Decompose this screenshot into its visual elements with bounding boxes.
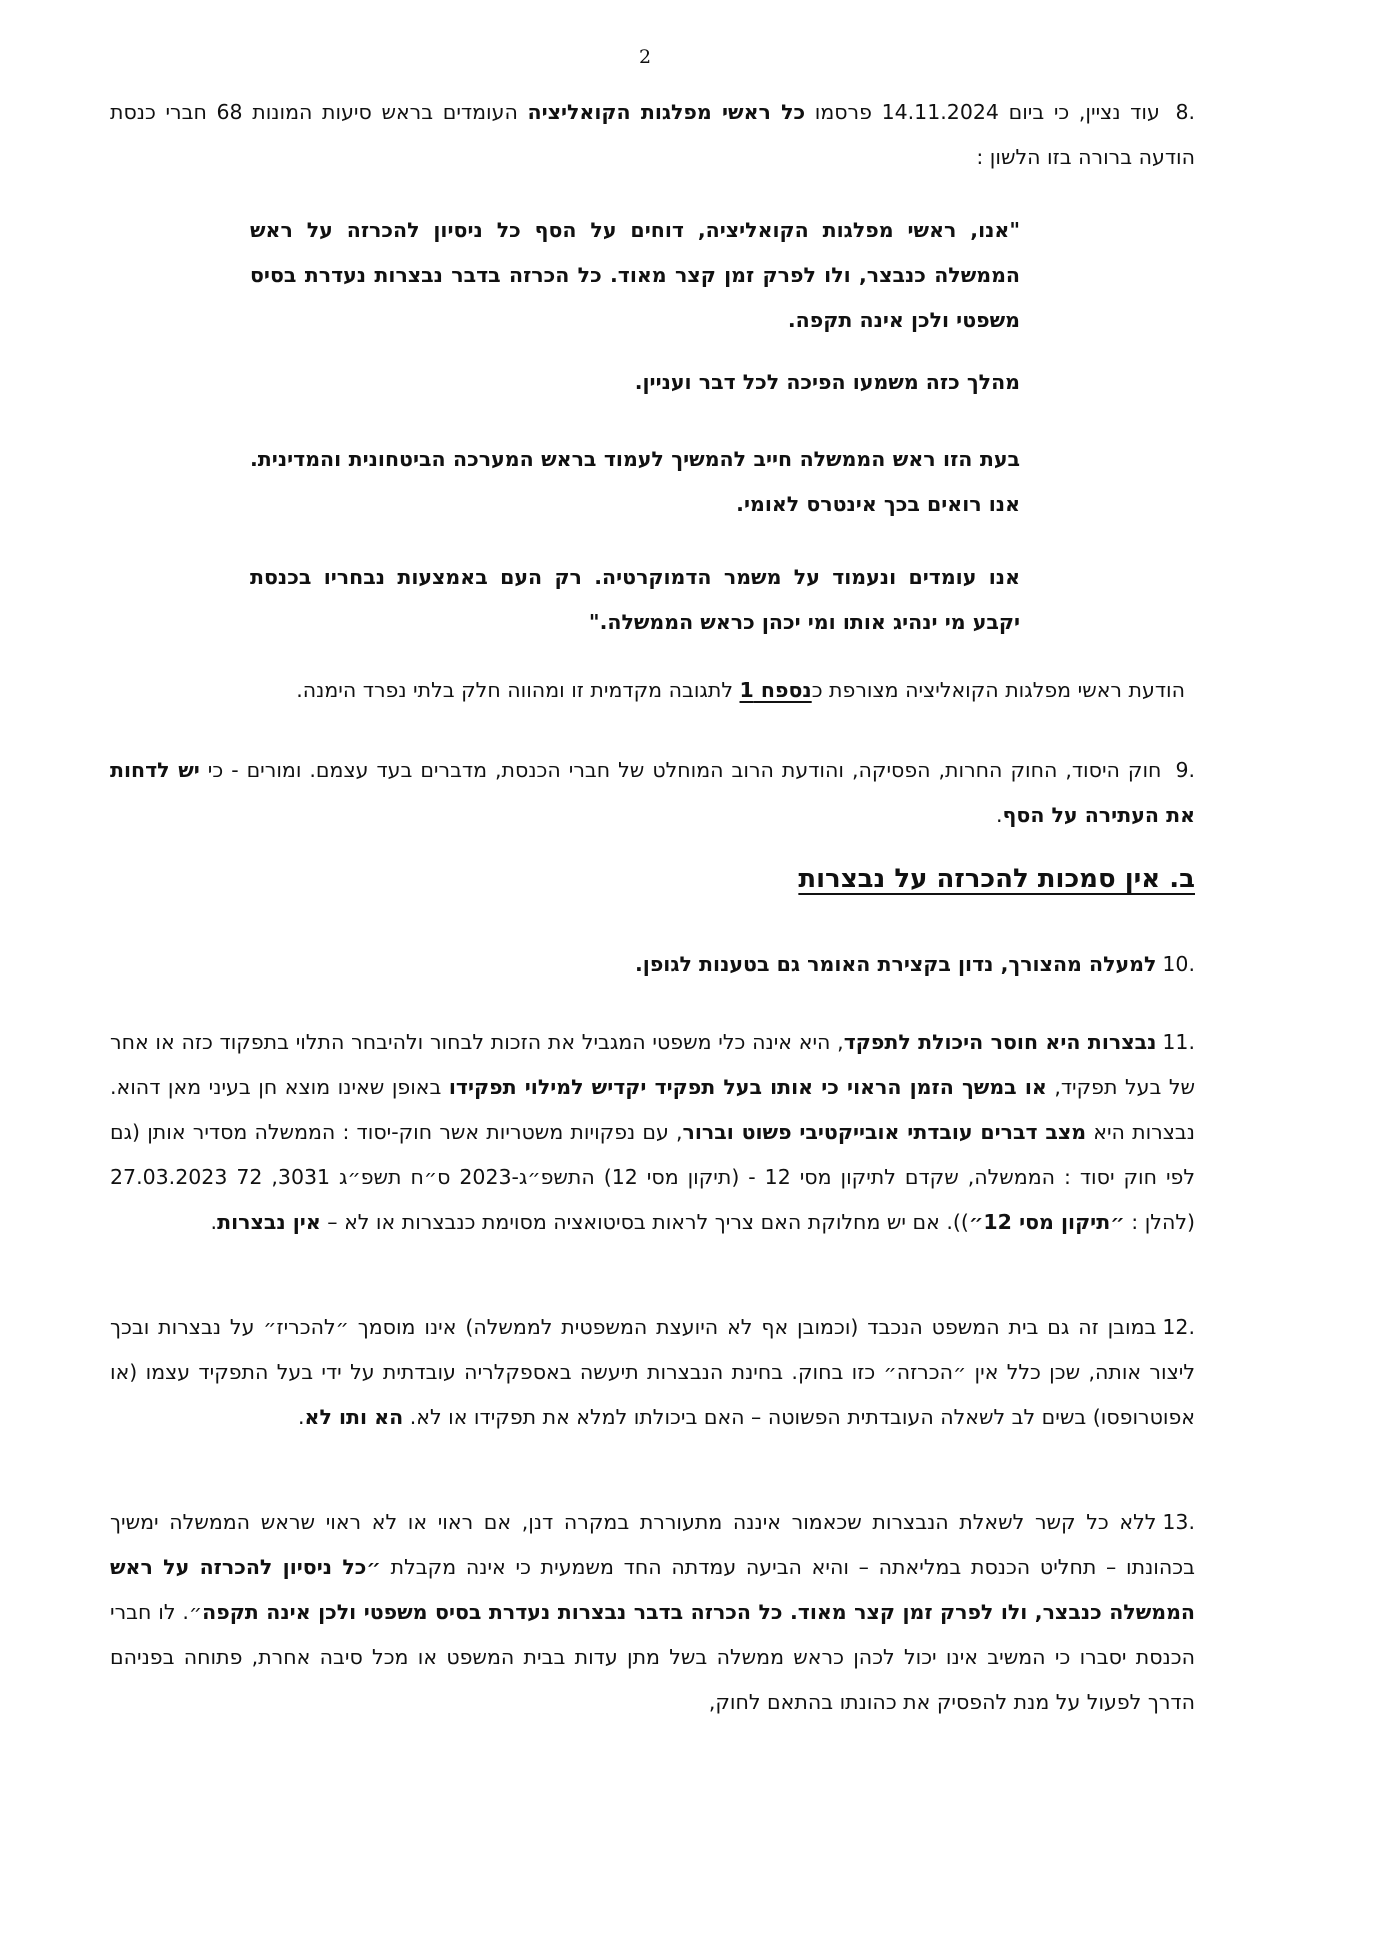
paragraph-number: 11. <box>1162 1030 1195 1054</box>
paragraph-12: 12.במובן זה גם בית המשפט הנכבד (וכמובן אף לא היועצת המשפטית לממשלה) אינו מוסמך ״להכריז״ על נבצרות ובכך ליצור אותה, שכן כלל אין ״הכרזה״ כזו בחוק. בחינת הנבצרות תיעשה באספקלריה עובדתית על ידי בעל התפקיד עצמו (או אפוטרופסו) בשים לב לשאלה העובדתית הפשוטה – האם ביכולתו למלא את תפקידו או לא. הא ותו לא. <box>110 1305 1195 1440</box>
quote-paragraph-4: אנו עומדים ונעמוד על משמר הדמוקרטיה. רק העם באמצעות נבחריו בכנסת יקבע מי ינהיג אותו ומי יכהן כראש הממשלה." <box>250 565 1020 634</box>
paragraph-10: 10.למעלה מהצורך, נדון בקצירת האומר גם בטענות לגופן. <box>110 942 1195 987</box>
paragraph-number: 13. <box>1162 1510 1195 1534</box>
section-heading: ב. אין סמכות להכרזה על נבצרות <box>798 864 1195 894</box>
paragraph-number: 9. <box>1175 758 1195 782</box>
paragraph-number: 10. <box>1162 952 1195 976</box>
annex-reference: נספח 1 <box>739 678 812 702</box>
paragraph-9: 9. חוק היסוד, החוק החרות, הפסיקה, והודעת הרוב המוחלט של חברי הכנסת, מדברים בעד עצמם. ומורים - כי יש לדחות את העתירה על הסף. <box>110 748 1195 838</box>
page-number: 2 <box>638 46 652 68</box>
annex-note: הודעת ראשי מפלגות הקואליציה מצורפת כנספח 1 לתגובה מקדמית זו ומהווה חלק בלתי נפרד הימנה. <box>296 678 1185 702</box>
paragraph-11: 11.נבצרות היא חוסר היכולת לתפקד, היא אינה כלי משפטי המגביל את הזכות לבחור ולהיבחר התלוי בתפקוד כזה או אחר של בעל תפקיד, או במשך הזמן הראוי כי אותו בעל תפקיד יקדיש למילוי תפקידו באופן שאינו מוצא חן בעיני מאן דהוא. נבצרות היא מצב דברים עובדתי אובייקטיבי פשוט וברור, עם נפקויות משטריות אשר חוק-יסוד : הממשלה מסדיר אותן (גם לפי חוק יסוד : הממשלה, שקדם לתיקון מסי 12 - (תיקון מסי 12) התשפ״ג-2023 ס״ח תשפ״ג 3031, 72 27.03.2023 (להלן : ״תיקון מסי 12״)). אם יש מחלוקת האם צריך לראות בסיטואציה מסוימת כנבצרות או לא – אין נבצרות. <box>110 1020 1195 1245</box>
paragraph-number: 8. <box>1175 100 1195 124</box>
quote-paragraph-2: מהלך כזה משמעו הפיכה לכל דבר ועניין. <box>634 370 1020 394</box>
quote-paragraph-1: "אנו, ראשי מפלגות הקואליציה, דוחים על הסף כל ניסיון להכרזה על ראש הממשלה כנבצר, ולו לפרק זמן קצר מאוד. כל הכרזה בדבר נבצרות נעדרת בסיס משפטי ולכן אינה תקפה. <box>250 218 1020 332</box>
paragraph-8: 8. עוד נציין, כי ביום 14.11.2024 פרסמו כל ראשי מפלגות הקואליציה העומדים בראש סיעות המונות 68 חברי כנסת הודעה ברורה בזו הלשון : <box>110 90 1195 180</box>
paragraph-number: 12. <box>1162 1315 1195 1339</box>
paragraph-13: 13.ללא כל קשר לשאלת הנבצרות שכאמור איננה מתעוררת במקרה דנן, אם ראוי או לא ראוי שראש הממשלה ימשיך בכהונתו – תחליט הכנסת במליאתה – והיא הביעה עמדתה החד משמעית כי אינה מקבלת ״כל ניסיון להכרזה על ראש הממשלה כנבצר, ולו לפרק זמן קצר מאוד. כל הכרזה בדבר נבצרות נעדרת בסיס משפטי ולכן אינה תקפה״. לו חברי הכנסת יסברו כי המשיב אינו יכול לכהן כראש ממשלה בשל מתן עדות בבית המשפט או מכל סיבה אחרת, פתוחה בפניהם הדרך לפעול על מנת להפסיק את כהונתו בהתאם לחוק, <box>110 1500 1195 1725</box>
quote-paragraph-3: בעת הזו ראש הממשלה חייב להמשיך לעמוד בראש המערכה הביטחונית והמדינית. אנו רואים בכך אינטרס לאומי. <box>250 447 1020 516</box>
